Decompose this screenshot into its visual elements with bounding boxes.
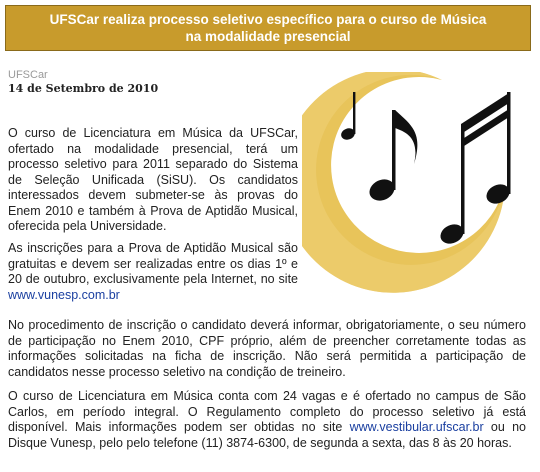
paragraph-intro: O curso de Licenciatura em Música da UFSCar, ofertado na modalidade presencial, terá um processo seletivo para 2011 separado do Sistema de Seleção Unificada (SiSU). Os candidatos interessados devem submeter-se às provas do Enem 2010 e também à Prova de Aptidão Musical, oferecida pela Universidade. [8, 126, 298, 233]
paragraph-vagas-text-a: O curso de Licenciatura em Música conta com 24 vagas e é ofertado no campus de São Carlos, em período integral. O Regulamento completo do processo seletivo já está disponível. Mais informações podem ser obtidas no site [8, 389, 526, 434]
eighth-note-icon [366, 110, 417, 205]
article-header [5, 5, 531, 51]
paragraph-inscricoes [8, 241, 298, 303]
beamed-notes-icon [437, 92, 512, 247]
paragraph-procedimento: No procedimento de inscrição o candidato deverá informar, obrigatoriamente, o seu número de participação no Enem 2010, CPF próprio, além de preencher corretamente todas as informações solicitadas na ficha de inscrição. Não será permitida a participação de candidatos nesse processo seletivo na condição de treineiro. [8, 318, 526, 379]
article-source: UFSCar [8, 69, 48, 81]
paragraph-vagas [8, 389, 526, 451]
paragraph-inscricoes-text: As inscrições para a Prova de Aptidão Musical são gratuitas e devem ser realizadas entre os dias 1º e 20 de outubro, exclusivamente pela Internet, no site [8, 241, 298, 286]
vestibular-ufscar-link[interactable]: www.vestibular.ufscar.br [349, 420, 484, 434]
paragraph-vagas-text-b: ou no Disque Vunesp, pelo pelo telefone (11) 3874-6300, de segunda a sexta, das 8 às 20 horas. [8, 420, 526, 450]
article-date: 14 de Setembro de 2010 [8, 82, 159, 95]
vunesp-link[interactable]: www.vunesp.com.br [8, 287, 120, 302]
article-title: UFSCar realiza processo seletivo específico para o curso de Música na modalidade presencial [49, 12, 487, 44]
moon-music-notes-illustration [302, 72, 534, 312]
